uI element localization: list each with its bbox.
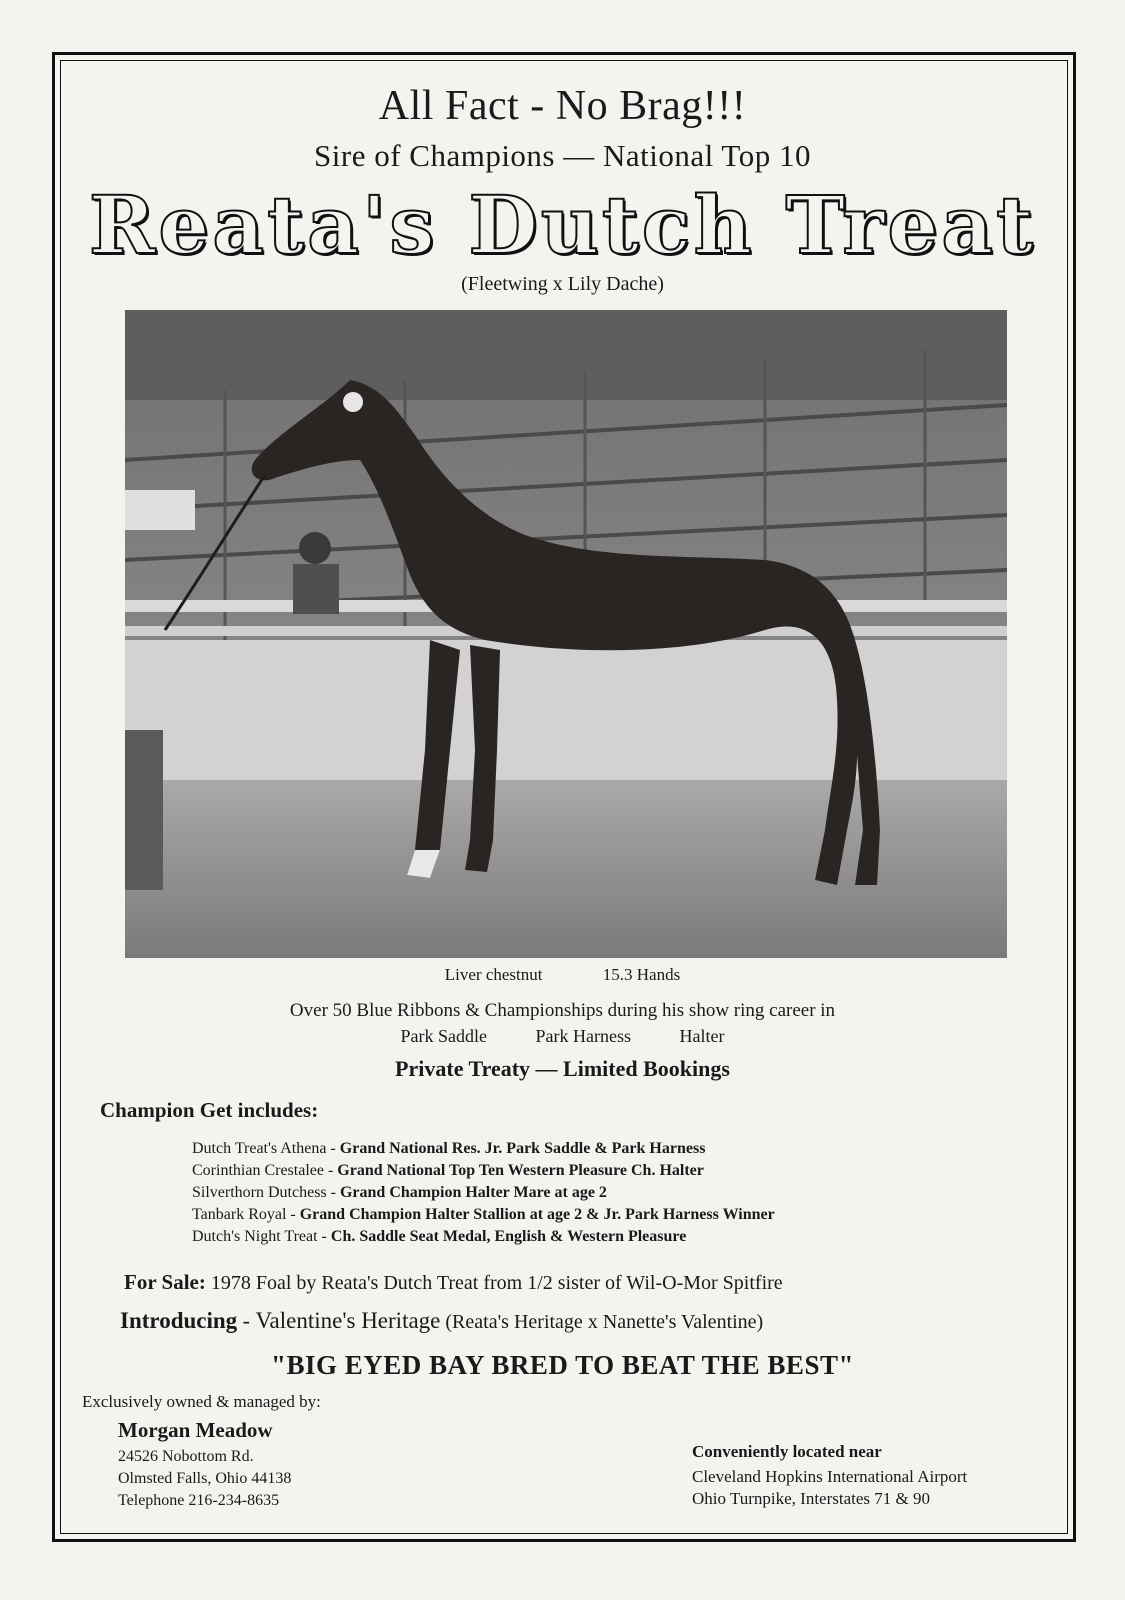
location-line: Cleveland Hopkins International Airport	[692, 1467, 968, 1486]
horse-photo-illustration	[125, 310, 1007, 958]
get-name: Dutch Treat's Athena -	[192, 1140, 340, 1157]
get-award: Grand Champion Halter Stallion at age 2 & Jr. Park Harness Winner	[299, 1206, 775, 1223]
pedigree: (Fleetwing x Lily Dache)	[461, 273, 664, 295]
list-item	[192, 1204, 775, 1226]
horse-photo	[125, 310, 1007, 958]
horse-name-title: Reata's Dutch Treat	[88, 178, 1037, 272]
introducing-name: Valentine's Heritage	[255, 1308, 441, 1333]
for-sale-line	[124, 1270, 783, 1295]
class-item: Park Harness	[535, 1026, 631, 1046]
coat-color: Liver chestnut	[444, 965, 543, 984]
list-item	[192, 1226, 775, 1248]
introducing-label: Introducing	[120, 1308, 238, 1333]
get-award: Grand National Res. Jr. Park Saddle & Park Harness	[339, 1140, 706, 1157]
introducing-separator: -	[237, 1308, 256, 1333]
get-award: Grand National Top Ten Western Pleasure Ch. Halter	[337, 1162, 704, 1179]
list-item	[192, 1160, 775, 1182]
champion-get-heading: Champion Get includes:	[100, 1098, 319, 1122]
farm-address	[118, 1446, 291, 1512]
farm-name: Morgan Meadow	[118, 1418, 273, 1442]
list-item	[192, 1138, 775, 1160]
address-line: 24526 Nobottom Rd.	[118, 1448, 254, 1465]
list-item	[192, 1182, 775, 1204]
for-sale-label: For Sale:	[124, 1270, 206, 1294]
get-award: Grand Champion Halter Mare at age 2	[339, 1184, 607, 1201]
get-name: Corinthian Crestalee -	[192, 1162, 338, 1179]
headline: All Fact - No Brag!!!	[378, 83, 747, 129]
ribbons-text: Over 50 Blue Ribbons & Championships during his show ring career in	[289, 1000, 836, 1021]
get-name: Tanbark Royal -	[192, 1206, 300, 1223]
location-heading: Conveniently located near	[692, 1442, 882, 1461]
height: 15.3 Hands	[602, 965, 681, 984]
bookings-text: Private Treaty — Limited Bookings	[395, 1056, 730, 1081]
show-classes	[0, 1026, 1125, 1047]
location-line: Ohio Turnpike, Interstates 71 & 90	[692, 1489, 930, 1508]
get-name: Dutch's Night Treat -	[192, 1228, 331, 1245]
horse-stats	[0, 965, 1125, 985]
location-lines	[692, 1466, 967, 1510]
for-sale-text: 1978 Foal by Reata's Dutch Treat from 1/2 sister of Wil-O-Mor Spitfire	[205, 1272, 783, 1294]
champion-get-list	[192, 1138, 775, 1248]
subheadline: Sire of Champions — National Top 10	[314, 138, 811, 173]
class-item: Halter	[679, 1026, 725, 1046]
phone-line: Telephone 216-234-8635	[118, 1492, 280, 1509]
owner-intro: Exclusively owned & managed by:	[82, 1392, 321, 1411]
get-award: Ch. Saddle Seat Medal, English & Western Pleasure	[330, 1228, 687, 1245]
city-line: Olmsted Falls, Ohio 44138	[118, 1470, 292, 1487]
class-item: Park Saddle	[400, 1026, 487, 1046]
motto: "BIG EYED BAY BRED TO BEAT THE BEST"	[271, 1350, 854, 1380]
get-name: Silverthorn Dutchess -	[192, 1184, 340, 1201]
introducing-line	[120, 1308, 763, 1334]
introducing-pedigree: (Reata's Heritage x Nanette's Valentine)	[440, 1311, 764, 1333]
